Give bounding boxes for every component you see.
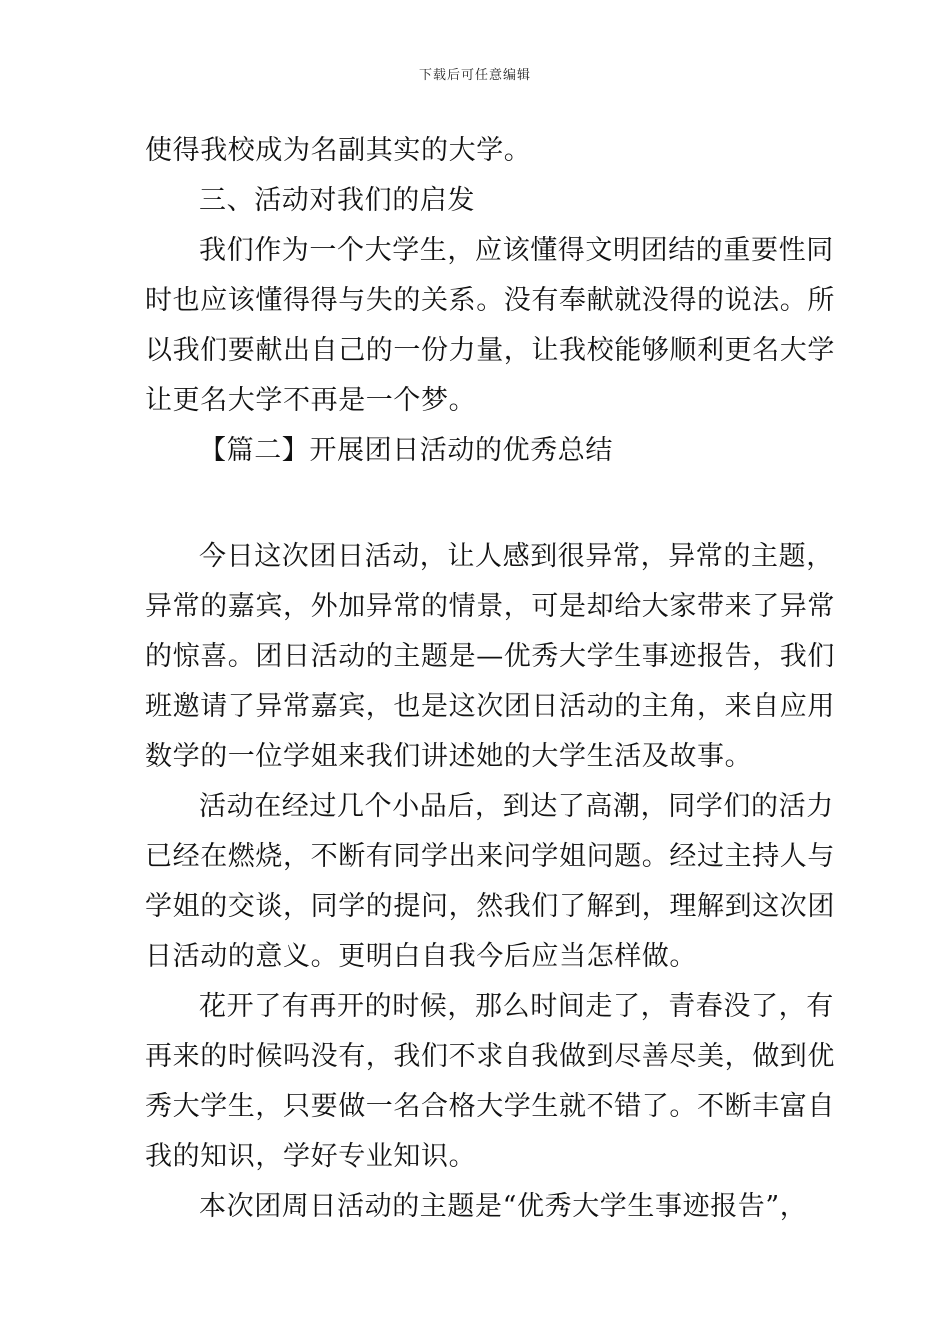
paragraph: [145, 126, 807, 176]
text-line: 秀大学生，只要做一名合格大学生就不错了。不断丰富自: [145, 1091, 835, 1122]
paragraph: [145, 426, 807, 476]
text-line: 活动在经过几个小品后，到达了高潮，同学们的活力: [199, 791, 834, 822]
text-line: 异常的嘉宾，外加异常的情景，可是却给大家带来了异常: [145, 591, 835, 622]
text-line: 【篇二】开展团日活动的优秀总结: [199, 435, 613, 466]
text-line: 使得我校成为名副其实的大学。: [145, 135, 532, 166]
text-line: 再来的时候吗没有，我们不求自我做到尽善尽美，做到优: [145, 1041, 835, 1072]
text-line: 三、活动对我们的启发: [199, 185, 475, 216]
paragraph: [145, 532, 835, 782]
paragraph: [145, 1182, 807, 1232]
text-line: 本次团周日活动的主题是“优秀大学生事迹报告”，: [199, 1191, 808, 1222]
text-line: 的惊喜。团日活动的主题是—优秀大学生事迹报告，我们: [145, 641, 835, 672]
text-line: 已经在燃烧，不断有同学出来问学姐问题。经过主持人与: [145, 841, 835, 872]
text-line: 今日这次团日活动，让人感到很异常，异常的主题，: [199, 541, 834, 572]
document-body: [145, 126, 835, 1232]
text-line: 数学的一位学姐来我们讲述她的大学生活及故事。: [145, 741, 753, 772]
text-line: 时也应该懂得得与失的关系。没有奉献就没得的说法。所: [145, 285, 835, 316]
text-line: 日活动的意义。更明白自我今后应当怎样做。: [145, 941, 697, 972]
paragraph: [145, 226, 835, 426]
paragraph: [145, 176, 807, 226]
paragraph: [145, 782, 835, 982]
text-line: 班邀请了异常嘉宾，也是这次团日活动的主角，来自应用: [145, 691, 835, 722]
text-line: 让更名大学不再是一个梦。: [145, 385, 477, 416]
paragraph: [145, 982, 835, 1182]
text-line: 学姐的交谈，同学的提问，然我们了解到，理解到这次团: [145, 891, 835, 922]
paragraph-spacer: [145, 476, 807, 532]
text-line: 花开了有再开的时候，那么时间走了，青春没了，有: [199, 991, 834, 1022]
text-line: 以我们要献出自己的一份力量，让我校能够顺利更名大学: [145, 335, 835, 366]
text-line: 我的知识，学好专业知识。: [145, 1141, 477, 1172]
page-header: 下载后可任意编辑: [418, 68, 531, 83]
text-line: 我们作为一个大学生，应该懂得文明团结的重要性同: [199, 235, 834, 266]
